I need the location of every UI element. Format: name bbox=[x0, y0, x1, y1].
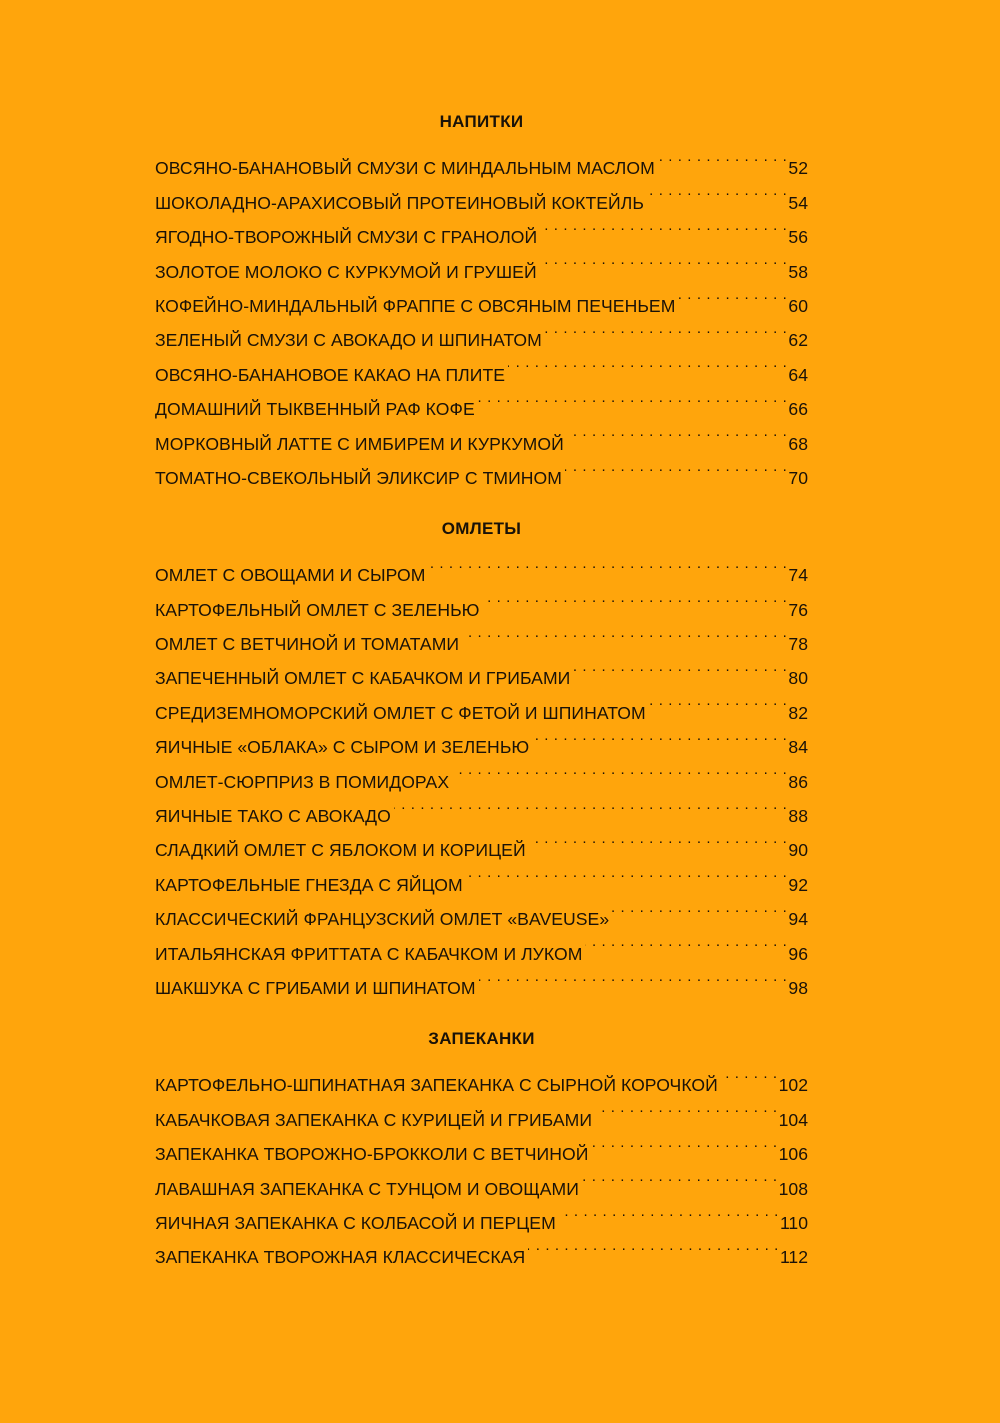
dot-leader bbox=[528, 1229, 779, 1263]
entry-title: СРЕДИЗЕМНОМОРСКИЙ ОМЛЕТ С ФЕТОЙ И ШПИНАТОМ bbox=[155, 702, 646, 723]
dot-leader bbox=[647, 174, 787, 208]
entry-title: КАРТОФЕЛЬНЫЙ ОМЛЕТ С ЗЕЛЕНЬЮ bbox=[155, 599, 480, 620]
entry-title: ТОМАТНО-СВЕКОЛЬНЫЙ ЭЛИКСИР С ТМИНОМ bbox=[155, 467, 562, 488]
entry-title: ОМЛЕТ С ВЕТЧИНОЙ И ТОМАТАМИ bbox=[155, 634, 460, 655]
dot-leader bbox=[532, 719, 787, 753]
dot-leader bbox=[545, 312, 788, 346]
toc-entry[interactable] bbox=[155, 140, 808, 179]
dot-leader bbox=[582, 1160, 778, 1194]
toc-section bbox=[155, 514, 808, 998]
entry-page-number: 62 bbox=[788, 330, 808, 351]
entry-title: ЯИЧНЫЕ ТАКО С АВОКАДО bbox=[155, 806, 391, 827]
entry-page-number: 76 bbox=[788, 599, 808, 620]
dot-leader bbox=[567, 415, 788, 449]
dot-leader bbox=[394, 788, 788, 822]
toc-section bbox=[155, 107, 808, 488]
entry-page-number: 52 bbox=[788, 158, 808, 179]
dot-leader bbox=[591, 1126, 777, 1160]
dot-leader bbox=[462, 616, 787, 650]
entry-title: ЗАПЕКАНКА ТВОРОЖНАЯ КЛАССИЧЕСКАЯ bbox=[155, 1247, 526, 1268]
entry-page-number: 92 bbox=[788, 874, 808, 895]
entry-title: ЗАПЕКАНКА ТВОРОЖНО-БРОККОЛИ С ВЕТЧИНОЙ bbox=[155, 1144, 589, 1165]
entry-page-number: 64 bbox=[788, 364, 808, 385]
dot-leader bbox=[721, 1057, 778, 1091]
dot-leader bbox=[529, 822, 788, 856]
entry-page-number: 86 bbox=[788, 771, 808, 792]
section-title: НАПИТКИ bbox=[439, 112, 524, 131]
entry-page-number: 58 bbox=[788, 261, 808, 282]
entry-page-number: 96 bbox=[788, 943, 808, 964]
section-title: ОМЛЕТЫ bbox=[441, 518, 522, 538]
dot-leader bbox=[540, 209, 787, 243]
entry-title: ЗОЛОТОЕ МОЛОКО С КУРКУМОЙ И ГРУШЕЙ bbox=[155, 261, 537, 282]
entry-title: ЗЕЛЕНЫЙ СМУЗИ С АВОКАДО И ШПИНАТОМ bbox=[155, 330, 542, 351]
entry-page-number: 112 bbox=[779, 1247, 808, 1268]
entry-title: ДОМАШНИЙ ТЫКВЕННЫЙ РАФ КОФЕ bbox=[155, 399, 475, 420]
dot-leader bbox=[658, 140, 788, 174]
entry-title: КАБАЧКОВАЯ ЗАПЕКАНКА С КУРИЦЕЙ И ГРИБАМИ bbox=[155, 1109, 593, 1130]
entry-title: СЛАДКИЙ ОМЛЕТ С ЯБЛОКОМ И КОРИЦЕЙ bbox=[155, 840, 526, 861]
dot-leader bbox=[508, 346, 787, 380]
entry-title: КАРТОФЕЛЬНЫЕ ГНЕЗДА С ЯЙЦОМ bbox=[155, 874, 463, 895]
entry-title: ЯИЧНЫЕ «ОБЛАКА» С СЫРОМ И ЗЕЛЕНЬЮ bbox=[155, 737, 530, 758]
dot-leader bbox=[452, 753, 787, 787]
entry-page-number: 94 bbox=[788, 909, 808, 930]
dot-leader bbox=[595, 1091, 778, 1125]
entry-page-number: 78 bbox=[788, 634, 808, 655]
entry-title: КЛАССИЧЕСКИЙ ФРАНЦУЗСКИЙ ОМЛЕТ «BAVEUSE» bbox=[155, 909, 610, 930]
toc-entry[interactable] bbox=[155, 547, 808, 586]
dot-leader bbox=[565, 450, 787, 484]
dot-leader bbox=[678, 278, 787, 312]
entry-page-number: 80 bbox=[788, 668, 808, 689]
table-of-contents bbox=[155, 107, 808, 1268]
entry-page-number: 84 bbox=[788, 737, 808, 758]
entry-page-number: 104 bbox=[778, 1109, 808, 1130]
entry-title: ОВСЯНО-БАНАНОВЫЙ СМУЗИ С МИНДАЛЬНЫМ МАСЛОМ bbox=[155, 158, 655, 179]
entry-page-number: 98 bbox=[788, 977, 808, 998]
entry-title: ОВСЯНО-БАНАНОВОЕ КАКАО НА ПЛИТЕ bbox=[155, 364, 506, 385]
toc-entry[interactable] bbox=[155, 1057, 808, 1096]
entry-page-number: 102 bbox=[778, 1075, 808, 1096]
dot-leader bbox=[483, 581, 788, 615]
entry-page-number: 70 bbox=[788, 467, 808, 488]
entry-page-number: 88 bbox=[788, 806, 808, 827]
dot-leader bbox=[585, 925, 787, 959]
toc-section bbox=[155, 1024, 808, 1268]
dot-leader bbox=[479, 960, 788, 994]
dot-leader bbox=[649, 684, 788, 718]
entry-title: ИТАЛЬЯНСКАЯ ФРИТТАТА С КАБАЧКОМ И ЛУКОМ bbox=[155, 943, 583, 964]
dot-leader bbox=[612, 891, 787, 925]
entry-page-number: 68 bbox=[788, 433, 808, 454]
entry-page-number: 90 bbox=[788, 840, 808, 861]
dot-leader bbox=[478, 381, 788, 415]
entry-page-number: 108 bbox=[778, 1178, 808, 1199]
entry-page-number: 110 bbox=[779, 1212, 808, 1233]
dot-leader bbox=[428, 547, 787, 581]
entry-title: ОМЛЕТ С ОВОЩАМИ И СЫРОМ bbox=[155, 565, 426, 586]
entry-page-number: 56 bbox=[788, 227, 808, 248]
entry-title: ЗАПЕЧЕННЫЙ ОМЛЕТ С КАБАЧКОМ И ГРИБАМИ bbox=[155, 668, 571, 689]
entry-title: ЯГОДНО-ТВОРОЖНЫЙ СМУЗИ С ГРАНОЛОЙ bbox=[155, 227, 538, 248]
entry-title: КАРТОФЕЛЬНО-ШПИНАТНАЯ ЗАПЕКАНКА С СЫРНОЙ КОРОЧКОЙ bbox=[155, 1075, 718, 1096]
entry-title: ОМЛЕТ-СЮРПРИЗ В ПОМИДОРАХ bbox=[155, 771, 450, 792]
entry-page-number: 60 bbox=[788, 295, 808, 316]
entry-title: ЯИЧНАЯ ЗАПЕКАНКА С КОЛБАСОЙ И ПЕРЦЕМ bbox=[155, 1212, 556, 1233]
entry-page-number: 66 bbox=[788, 399, 808, 420]
entry-page-number: 106 bbox=[778, 1144, 808, 1165]
dot-leader bbox=[466, 856, 788, 890]
entry-title: ЛАВАШНАЯ ЗАПЕКАНКА С ТУНЦОМ И ОВОЩАМИ bbox=[155, 1178, 579, 1199]
entry-title: КОФЕЙНО-МИНДАЛЬНЫЙ ФРАППЕ С ОВСЯНЫМ ПЕЧЕНЬЕМ bbox=[155, 295, 676, 316]
dot-leader bbox=[573, 650, 787, 684]
entry-title: ШОКОЛАДНО-АРАХИСОВЫЙ ПРОТЕИНОВЫЙ КОКТЕЙЛЬ bbox=[155, 192, 644, 213]
entry-title: МОРКОВНЫЙ ЛАТТЕ С ИМБИРЕМ И КУРКУМОЙ bbox=[155, 433, 564, 454]
entry-page-number: 54 bbox=[788, 192, 808, 213]
entry-title: ШАКШУКА С ГРИБАМИ И ШПИНАТОМ bbox=[155, 977, 476, 998]
entry-page-number: 74 bbox=[788, 565, 808, 586]
entry-page-number: 82 bbox=[788, 702, 808, 723]
section-title: ЗАПЕКАНКИ bbox=[428, 1028, 535, 1048]
dot-leader bbox=[559, 1195, 779, 1229]
dot-leader bbox=[540, 243, 788, 277]
